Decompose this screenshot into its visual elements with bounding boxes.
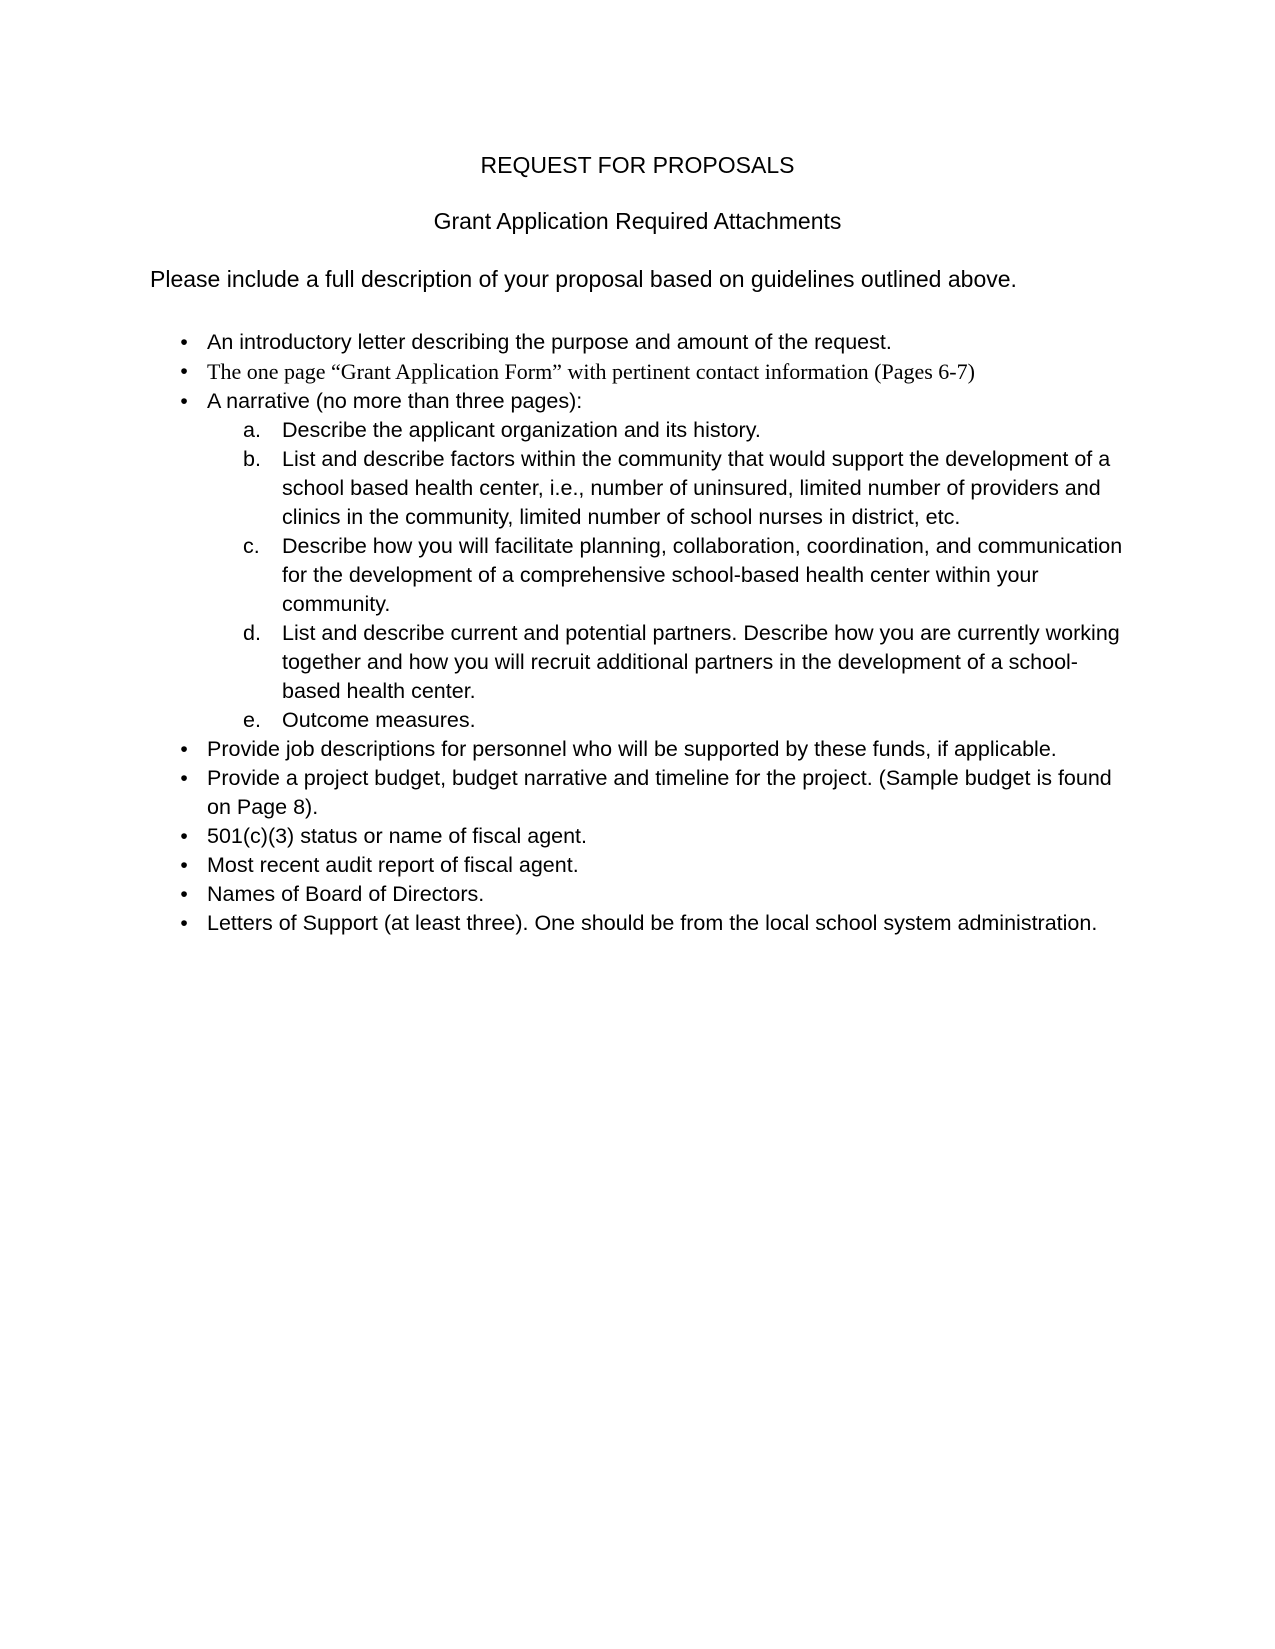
list-item	[0, 328, 1275, 357]
sublist-item-text: List and describe factors within the community that would support the development of a school based health center, i.e., number of uninsured, limited number of providers and clinics in the community, limited number of school nurses in district, etc.	[282, 447, 1111, 529]
intro-paragraph: Please include a full description of your proposal based on guidelines outlined above.	[150, 266, 1017, 292]
sublist-item-text: Describe how you will facilitate planning, collaboration, coordination, and communication for the development of a comprehensive school-based health center within your community.	[282, 534, 1123, 616]
list-item	[0, 357, 1275, 387]
bullet-icon	[174, 735, 194, 764]
bullet-icon	[174, 328, 194, 357]
bullet-icon	[174, 822, 194, 851]
sublist-item	[207, 706, 1135, 735]
attachments-list	[0, 328, 1275, 938]
list-item	[0, 387, 1275, 735]
list-item-text: A narrative (no more than three pages):	[207, 389, 583, 413]
document-title: REQUEST FOR PROPOSALS	[480, 152, 795, 178]
list-item-text: Letters of Support (at least three). One should be from the local school system administration.	[207, 911, 1098, 935]
list-item-text: An introductory letter describing the purpose and amount of the request.	[207, 330, 892, 354]
list-item	[0, 822, 1275, 851]
sublist-marker: d.	[243, 621, 261, 645]
bullet-icon	[174, 880, 194, 909]
sublist-marker: e.	[243, 708, 261, 732]
list-item-text: Names of Board of Directors.	[207, 882, 485, 906]
sublist-marker: a.	[243, 418, 261, 442]
bullet-icon	[174, 357, 194, 386]
list-item	[0, 909, 1275, 938]
bullet-icon	[174, 851, 194, 880]
list-item-text: Provide a project budget, budget narrative and timeline for the project. (Sample budget is found on Page 8).	[207, 766, 1112, 819]
sublist-marker: b.	[243, 447, 261, 471]
bullet-icon	[174, 764, 194, 793]
sublist-item	[207, 416, 1135, 445]
sublist-item-text: Outcome measures.	[282, 708, 476, 732]
sublist-item	[207, 532, 1135, 619]
bullet-icon	[174, 909, 194, 938]
sublist-item	[207, 445, 1135, 532]
list-item-text: 501(c)(3) status or name of fiscal agent.	[207, 824, 588, 848]
list-item	[0, 880, 1275, 909]
bullet-icon	[174, 387, 194, 416]
list-item	[0, 735, 1275, 764]
list-item-text: Most recent audit report of fiscal agent.	[207, 853, 579, 877]
list-item-text: The one page “Grant Application Form” with pertinent contact information (Pages 6-7)	[207, 359, 975, 384]
narrative-sublist	[207, 416, 1135, 735]
document-subtitle: Grant Application Required Attachments	[433, 208, 842, 234]
sublist-item-text: Describe the applicant organization and its history.	[282, 418, 761, 442]
sublist-item	[207, 619, 1135, 706]
sublist-item-text: List and describe current and potential partners. Describe how you are currently working together and how you will recruit additional partners in the development of a school-based health center.	[282, 621, 1120, 703]
list-item	[0, 764, 1275, 822]
list-item	[0, 851, 1275, 880]
sublist-marker: c.	[243, 534, 260, 558]
list-item-text: Provide job descriptions for personnel who will be supported by these funds, if applicable.	[207, 737, 1057, 761]
